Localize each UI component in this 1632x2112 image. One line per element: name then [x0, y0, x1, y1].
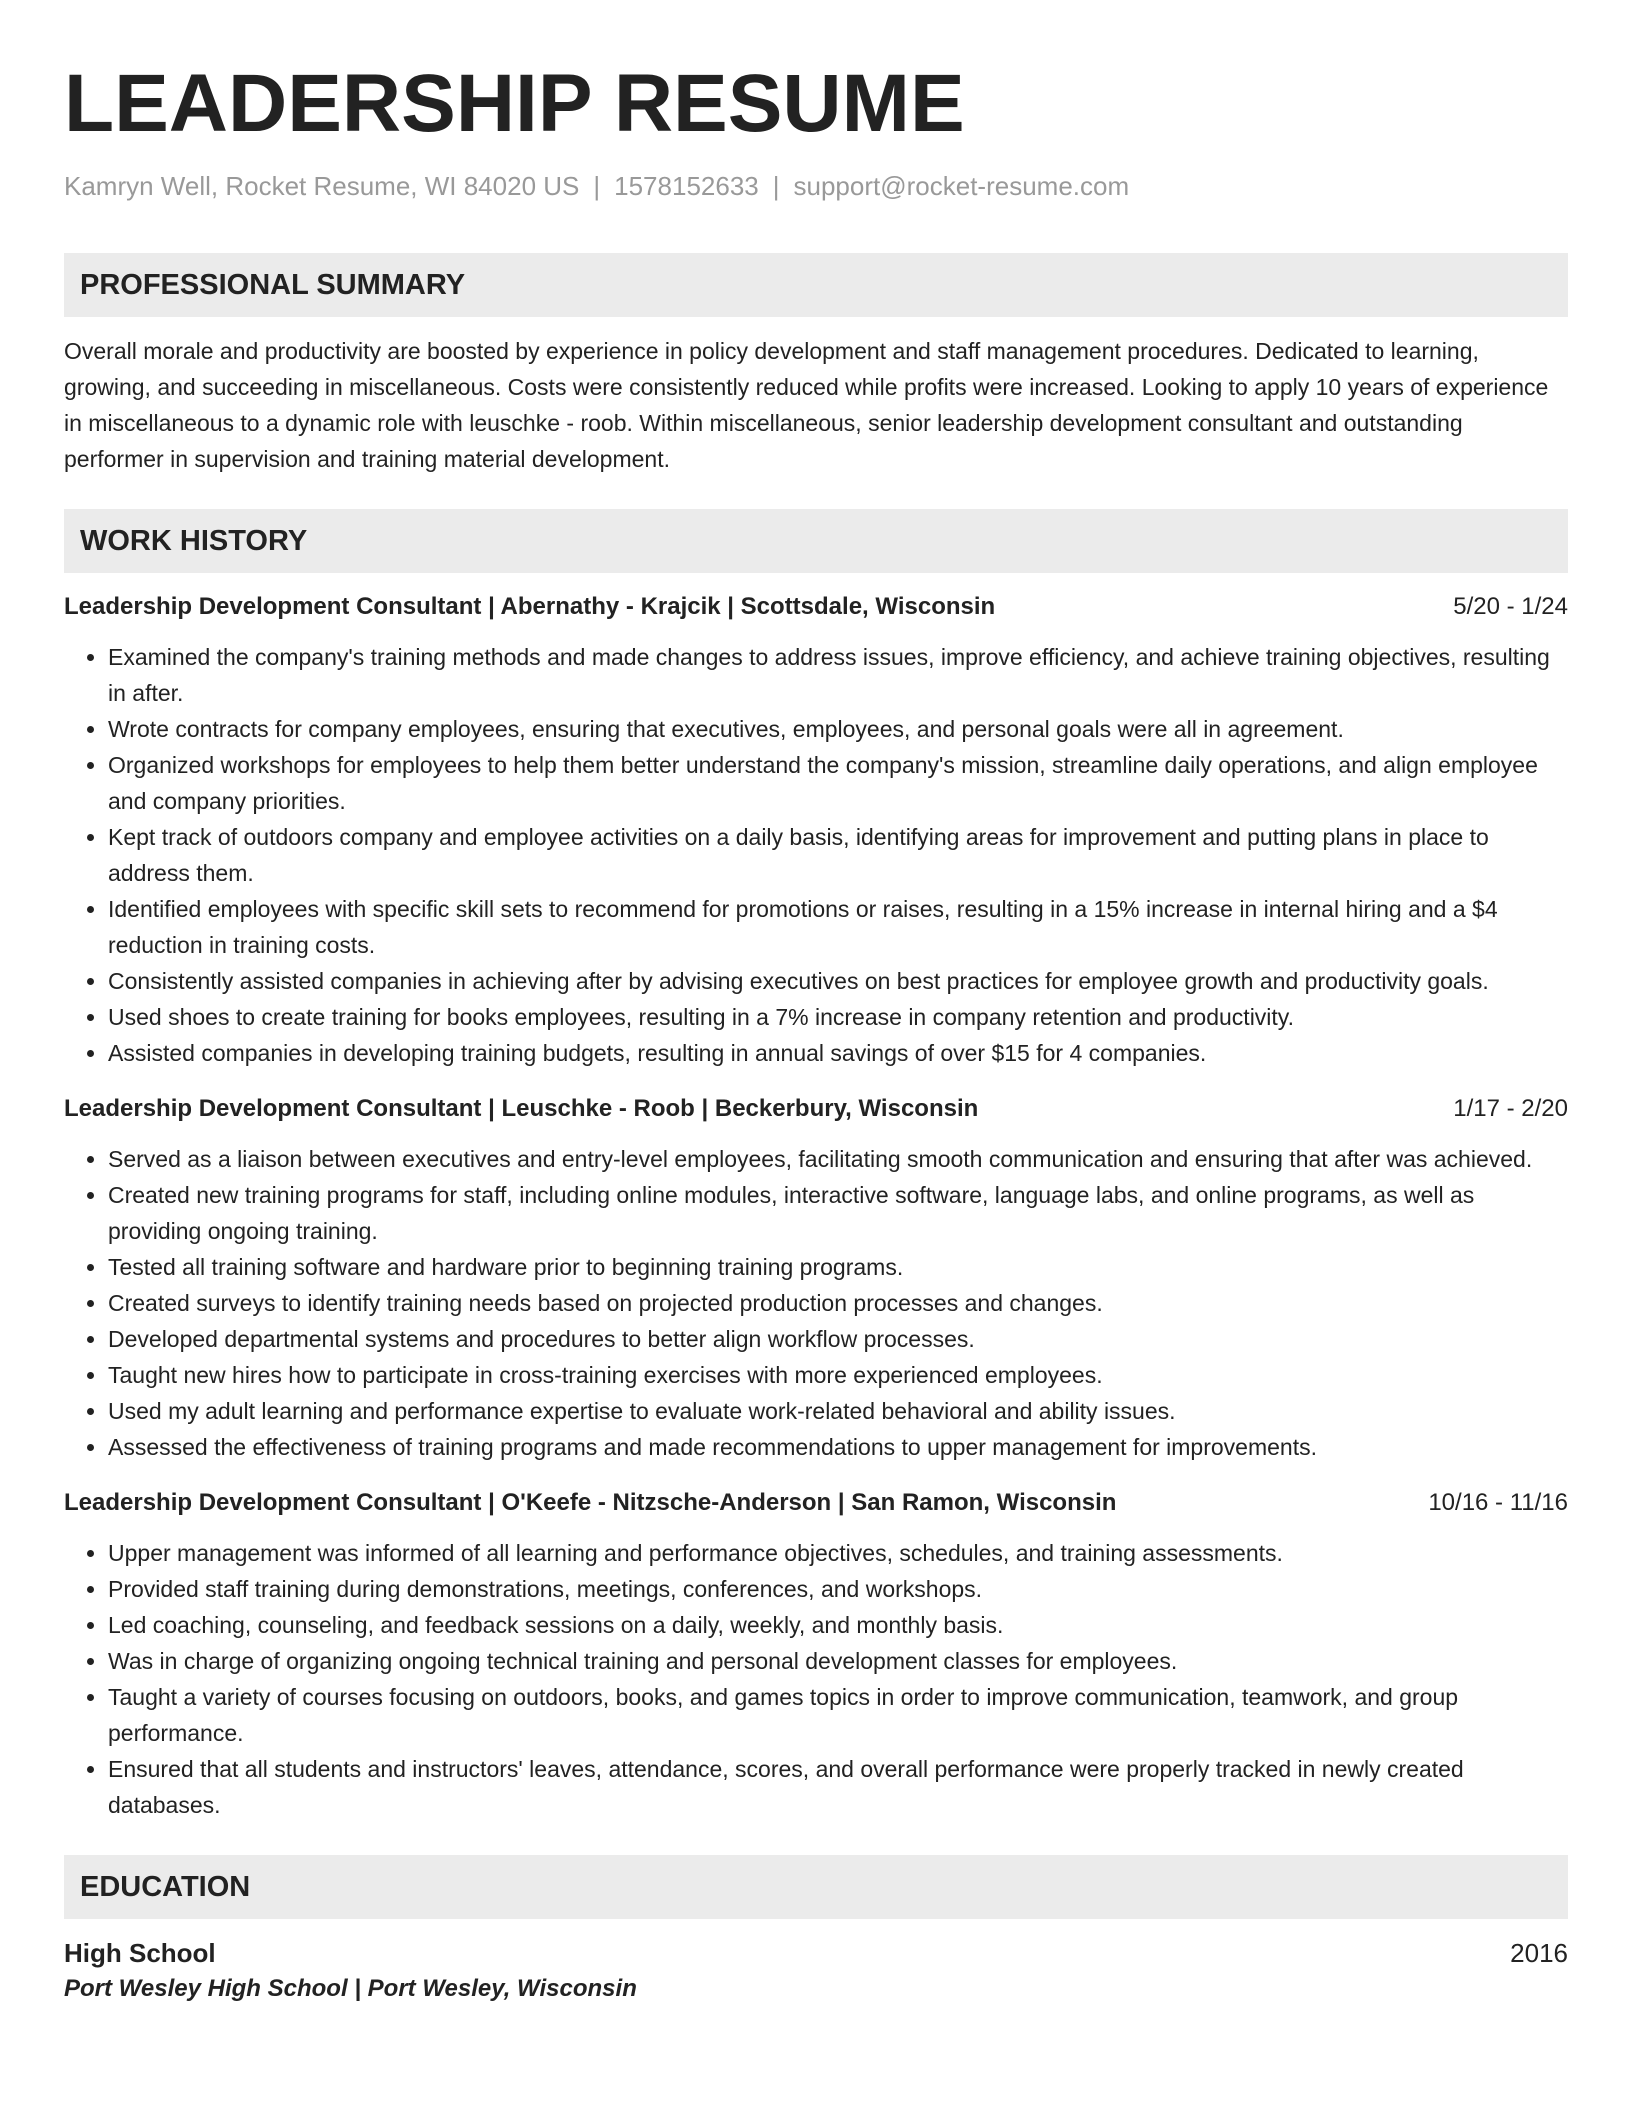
job-bullet: • Kept track of outdoors company and employee activities on a daily basis, identifying areas for improvement and putting plans in place to address them. — [108, 819, 1568, 891]
job-bullet: • Created new training programs for staff, including online modules, interactive software, language labs, and online programs, as well as providing ongoing training. — [108, 1177, 1568, 1249]
job-bullets — [64, 639, 1568, 1071]
job-bullet: • Provided staff training during demonstrations, meetings, conferences, and workshops. — [108, 1571, 1568, 1607]
education-header — [64, 1935, 1568, 1971]
job-bullet: • Organized workshops for employees to help them better understand the company's mission, streamline daily operations, and align employee and company priorities. — [108, 747, 1568, 819]
job-bullet: • Led coaching, counseling, and feedback sessions on a daily, weekly, and monthly basis. — [108, 1607, 1568, 1643]
job-bullet: • Tested all training software and hardware prior to beginning training programs. — [108, 1249, 1568, 1285]
education-school: Port Wesley High School | Port Wesley, Wisconsin — [64, 1975, 637, 2002]
job-entry — [64, 1485, 1568, 1823]
job-dates: 10/16 - 11/16 — [1428, 1489, 1568, 1516]
education-year: 2016 — [1510, 1938, 1568, 1968]
education-degree: High School — [64, 1938, 216, 1968]
resume-title: LEADERSHIP RESUME — [64, 58, 965, 149]
section-heading-education: EDUCATION — [64, 1855, 1568, 1919]
job-bullet: • Identified employees with specific skill sets to recommend for promotions or raises, resulting in a 15% increase in internal hiring and a $4 reduction in training costs. — [108, 891, 1568, 963]
job-bullets — [64, 1141, 1568, 1465]
job-title: Leadership Development Consultant | Leuschke - Roob | Beckerbury, Wisconsin — [64, 1095, 979, 1122]
job-bullet: • Upper management was informed of all learning and performance objectives, schedules, and training assessments. — [108, 1535, 1568, 1571]
job-header — [64, 589, 1568, 625]
summary-text: Overall morale and productivity are boosted by experience in policy development and staff management procedures. Dedicated to learning, growing, and succeeding in miscellaneous. Costs were consistently reduced while profits were increased. Looking to apply 10 years of experience in miscellaneous to a dynamic role with leuschke - roob. Within miscellaneous, senior leadership development consultant and outstanding performer in supervision and training material development. — [64, 338, 1549, 472]
contact-email: support@rocket-resume.com — [793, 171, 1130, 201]
job-bullet: • Examined the company's training methods and made changes to address issues, improve efficiency, and achieve training objectives, resulting in after. — [108, 639, 1568, 711]
contact-separator: | — [593, 171, 601, 201]
job-bullet: • Taught new hires how to participate in cross-training exercises with more experienced employees. — [108, 1357, 1568, 1393]
job-bullet: • Assessed the effectiveness of training programs and made recommendations to upper management for improvements. — [108, 1429, 1568, 1465]
job-dates: 5/20 - 1/24 — [1453, 593, 1568, 620]
job-bullet: • Served as a liaison between executives and entry-level employees, facilitating smooth communication and ensuring that after was achieved. — [108, 1141, 1568, 1177]
job-bullet: • Used shoes to create training for books employees, resulting in a 7% increase in company retention and productivity. — [108, 999, 1568, 1035]
job-bullet: • Wrote contracts for company employees, ensuring that executives, employees, and personal goals were all in agreement. — [108, 711, 1568, 747]
contact-line — [64, 168, 1568, 204]
job-dates: 1/17 - 2/20 — [1453, 1095, 1568, 1122]
job-bullet: • Developed departmental systems and procedures to better align workflow processes. — [108, 1321, 1568, 1357]
job-entry — [64, 589, 1568, 1071]
contact-separator: | — [772, 171, 780, 201]
contact-phone: 1578152633 — [614, 171, 759, 201]
job-bullet: • Assisted companies in developing training budgets, resulting in annual savings of over $15 for 4 companies. — [108, 1035, 1568, 1071]
job-bullet: • Ensured that all students and instructors' leaves, attendance, scores, and overall performance were properly tracked in newly created databases. — [108, 1751, 1568, 1823]
job-header — [64, 1485, 1568, 1521]
job-header — [64, 1091, 1568, 1127]
job-title: Leadership Development Consultant | O'Keefe - Nitzsche-Anderson | San Ramon, Wisconsin — [64, 1489, 1117, 1516]
job-bullet: • Was in charge of organizing ongoing technical training and personal development classes for employees. — [108, 1643, 1568, 1679]
section-heading-summary: PROFESSIONAL SUMMARY — [64, 253, 1568, 317]
job-bullet: • Taught a variety of courses focusing on outdoors, books, and games topics in order to improve communication, teamwork, and group performance. — [108, 1679, 1568, 1751]
section-heading-work-history: WORK HISTORY — [64, 509, 1568, 573]
job-entry — [64, 1091, 1568, 1465]
job-bullet: • Consistently assisted companies in achieving after by advising executives on best practices for employee growth and productivity goals. — [108, 963, 1568, 999]
resume-page — [64, 56, 1568, 2007]
contact-address: Kamryn Well, Rocket Resume, WI 84020 US — [64, 171, 580, 201]
job-bullets — [64, 1535, 1568, 1823]
job-bullet: • Created surveys to identify training needs based on projected production processes and changes. — [108, 1285, 1568, 1321]
job-title: Leadership Development Consultant | Abernathy - Krajcik | Scottsdale, Wisconsin — [64, 593, 996, 620]
job-bullet: • Used my adult learning and performance expertise to evaluate work-related behavioral and ability issues. — [108, 1393, 1568, 1429]
